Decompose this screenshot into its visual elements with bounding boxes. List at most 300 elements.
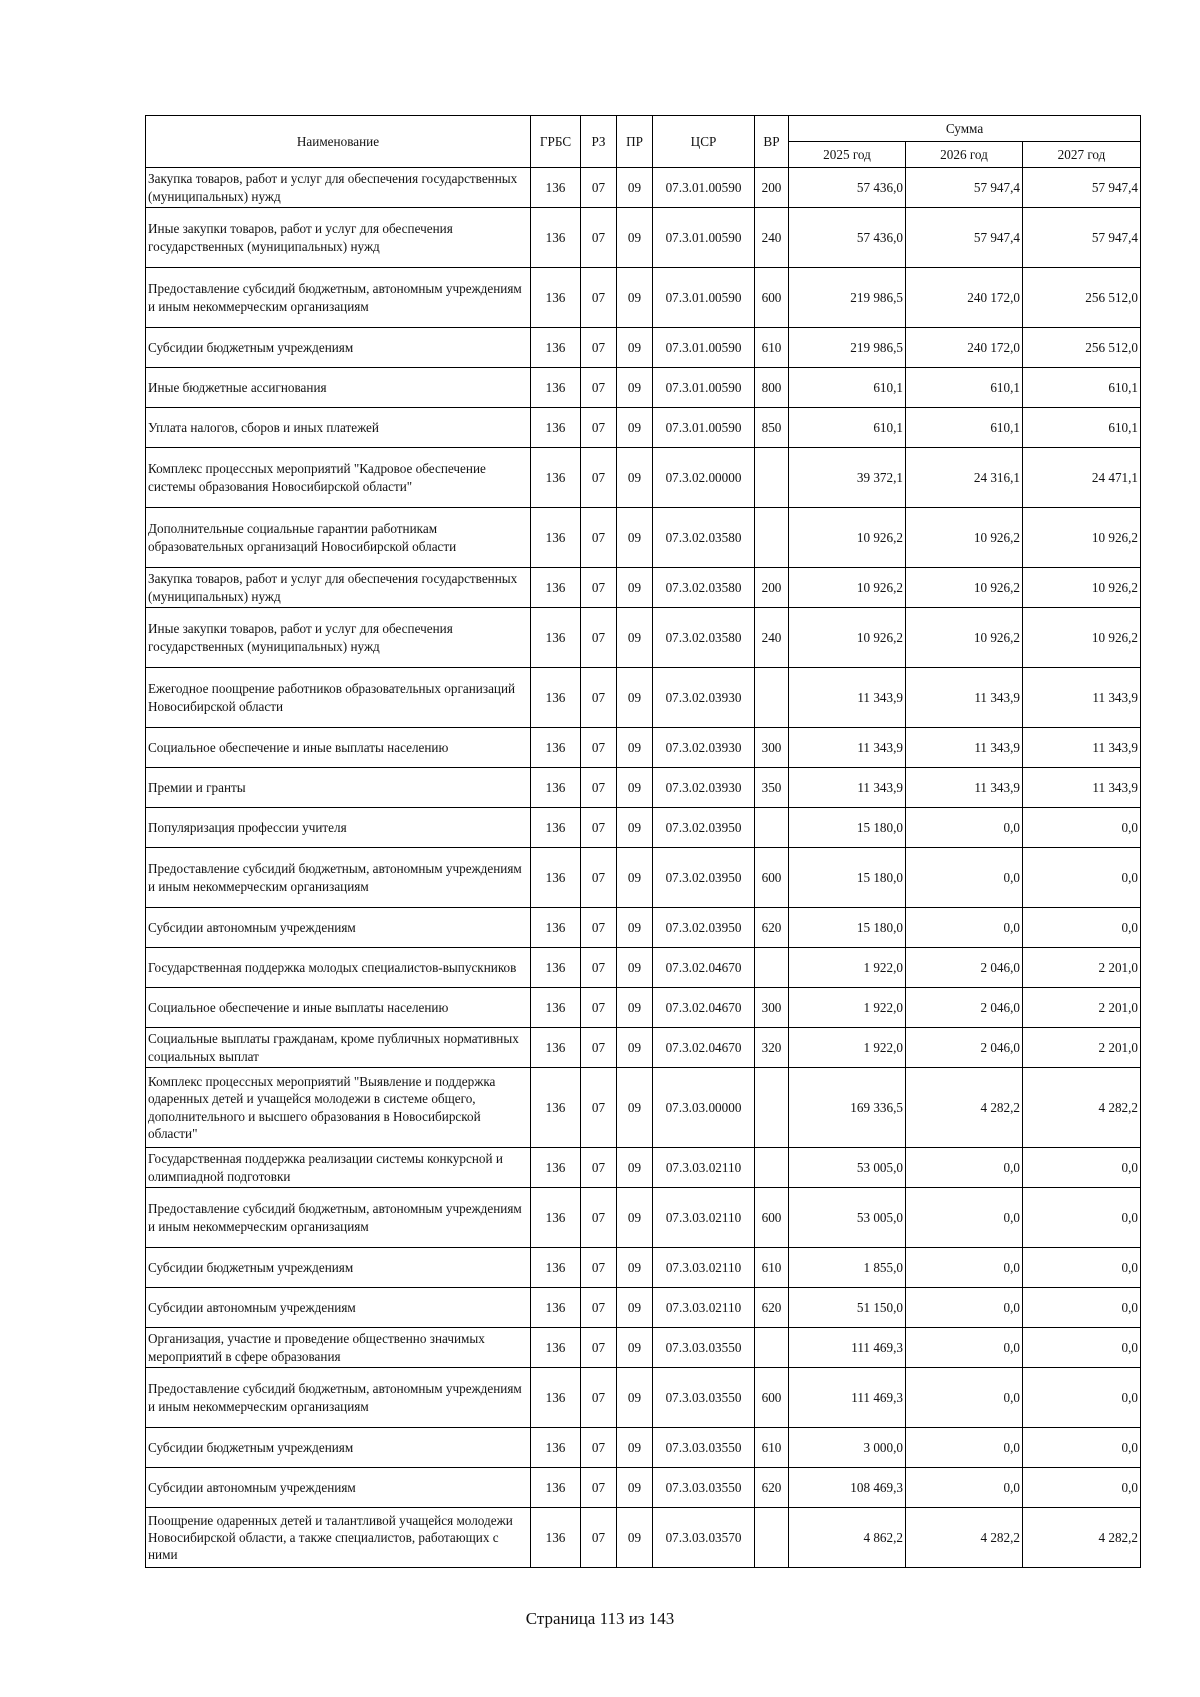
cell-rz: 07 [581,368,617,408]
cell-y2025: 53 005,0 [789,1188,906,1248]
cell-grbs: 136 [531,988,581,1028]
cell-pr: 09 [617,948,653,988]
cell-csr: 07.3.01.00590 [653,208,755,268]
cell-y2027: 0,0 [1023,1368,1141,1428]
cell-y2027: 11 343,9 [1023,768,1141,808]
header-2026: 2026 год [906,142,1023,168]
header-grbs: ГРБС [531,116,581,168]
cell-grbs: 136 [531,1188,581,1248]
cell-y2025: 4 862,2 [789,1508,906,1568]
cell-y2027: 0,0 [1023,1188,1141,1248]
cell-pr: 09 [617,1288,653,1328]
cell-name: Государственная поддержка реализации системы конкурсной и олимпиадной подготовки [146,1148,531,1188]
cell-name: Комплекс процессных мероприятий "Выявление и поддержка одаренных детей и учащейся молодежи в системе общего, дополнительного и высшего образования в Новосибирской области" [146,1068,531,1148]
table-row [146,848,1141,908]
cell-grbs: 136 [531,368,581,408]
cell-grbs: 136 [531,668,581,728]
cell-y2026: 610,1 [906,408,1023,448]
budget-table [145,115,1141,1568]
cell-y2027: 0,0 [1023,1248,1141,1288]
cell-name: Иные бюджетные ассигнования [146,368,531,408]
cell-y2025: 57 436,0 [789,168,906,208]
cell-name: Социальные выплаты гражданам, кроме публичных нормативных социальных выплат [146,1028,531,1068]
table-body [146,168,1141,1568]
cell-pr: 09 [617,808,653,848]
table-row [146,1248,1141,1288]
cell-csr: 07.3.01.00590 [653,168,755,208]
cell-y2027: 2 201,0 [1023,948,1141,988]
cell-rz: 07 [581,728,617,768]
cell-y2027: 0,0 [1023,848,1141,908]
table-row [146,908,1141,948]
cell-csr: 07.3.03.03550 [653,1368,755,1428]
cell-grbs: 136 [531,1068,581,1148]
cell-pr: 09 [617,1328,653,1368]
cell-y2025: 11 343,9 [789,768,906,808]
cell-vr: 600 [755,848,789,908]
cell-csr: 07.3.03.02110 [653,1148,755,1188]
cell-name: Субсидии бюджетным учреждениям [146,1248,531,1288]
cell-y2025: 111 469,3 [789,1328,906,1368]
cell-vr [755,1148,789,1188]
cell-grbs: 136 [531,508,581,568]
cell-name: Социальное обеспечение и иные выплаты населению [146,988,531,1028]
cell-y2026: 2 046,0 [906,1028,1023,1068]
table-row [146,168,1141,208]
cell-pr: 09 [617,568,653,608]
cell-y2026: 0,0 [906,1328,1023,1368]
cell-vr: 620 [755,1288,789,1328]
cell-rz: 07 [581,768,617,808]
cell-y2026: 10 926,2 [906,608,1023,668]
cell-rz: 07 [581,1148,617,1188]
cell-name: Ежегодное поощрение работников образовательных организаций Новосибирской области [146,668,531,728]
cell-grbs: 136 [531,1028,581,1068]
cell-name: Дополнительные социальные гарантии работникам образовательных организаций Новосибирской области [146,508,531,568]
cell-rz: 07 [581,948,617,988]
cell-csr: 07.3.01.00590 [653,328,755,368]
cell-pr: 09 [617,728,653,768]
cell-rz: 07 [581,988,617,1028]
cell-pr: 09 [617,1508,653,1568]
cell-rz: 07 [581,448,617,508]
table-row [146,1188,1141,1248]
cell-rz: 07 [581,1028,617,1068]
cell-grbs: 136 [531,1328,581,1368]
cell-y2025: 108 469,3 [789,1468,906,1508]
header-vr: ВР [755,116,789,168]
cell-pr: 09 [617,1188,653,1248]
cell-y2026: 24 316,1 [906,448,1023,508]
cell-vr: 240 [755,208,789,268]
cell-csr: 07.3.03.03570 [653,1508,755,1568]
header-name: Наименование [146,116,531,168]
cell-vr: 320 [755,1028,789,1068]
table-row [146,1068,1141,1148]
cell-y2025: 10 926,2 [789,508,906,568]
cell-vr: 800 [755,368,789,408]
cell-y2025: 219 986,5 [789,268,906,328]
cell-name: Иные закупки товаров, работ и услуг для обеспечения государственных (муниципальных) нужд [146,608,531,668]
cell-vr [755,448,789,508]
cell-vr: 600 [755,1368,789,1428]
table-row [146,988,1141,1028]
cell-vr: 200 [755,168,789,208]
cell-pr: 09 [617,668,653,728]
cell-vr: 620 [755,1468,789,1508]
cell-y2025: 1 922,0 [789,1028,906,1068]
cell-vr: 600 [755,268,789,328]
table-row [146,328,1141,368]
document-page [145,115,1140,1568]
cell-grbs: 136 [531,208,581,268]
cell-y2025: 1 855,0 [789,1248,906,1288]
cell-csr: 07.3.02.03580 [653,608,755,668]
cell-y2027: 57 947,4 [1023,168,1141,208]
cell-pr: 09 [617,1248,653,1288]
cell-rz: 07 [581,848,617,908]
cell-pr: 09 [617,168,653,208]
cell-y2025: 610,1 [789,408,906,448]
cell-pr: 09 [617,768,653,808]
cell-y2025: 11 343,9 [789,728,906,768]
table-row [146,948,1141,988]
table-row [146,768,1141,808]
cell-y2025: 11 343,9 [789,668,906,728]
cell-y2025: 3 000,0 [789,1428,906,1468]
cell-grbs: 136 [531,168,581,208]
cell-y2025: 610,1 [789,368,906,408]
cell-pr: 09 [617,208,653,268]
cell-y2025: 15 180,0 [789,808,906,848]
cell-name: Субсидии бюджетным учреждениям [146,328,531,368]
cell-name: Субсидии автономным учреждениям [146,908,531,948]
cell-csr: 07.3.02.03930 [653,768,755,808]
cell-name: Поощрение одаренных детей и талантливой учащейся молодежи Новосибирской области, а также специалистов, работающих с ними [146,1508,531,1568]
cell-vr: 240 [755,608,789,668]
cell-vr: 600 [755,1188,789,1248]
header-rz: РЗ [581,116,617,168]
cell-y2026: 0,0 [906,1148,1023,1188]
cell-y2026: 0,0 [906,1468,1023,1508]
cell-csr: 07.3.02.03580 [653,568,755,608]
cell-rz: 07 [581,1468,617,1508]
cell-y2025: 10 926,2 [789,608,906,668]
cell-y2026: 11 343,9 [906,768,1023,808]
cell-rz: 07 [581,508,617,568]
cell-y2026: 0,0 [906,808,1023,848]
cell-y2027: 0,0 [1023,1328,1141,1368]
cell-y2026: 0,0 [906,1288,1023,1328]
table-row [146,1328,1141,1368]
cell-csr: 07.3.03.02110 [653,1248,755,1288]
cell-y2027: 11 343,9 [1023,668,1141,728]
cell-y2027: 4 282,2 [1023,1068,1141,1148]
table-row [146,368,1141,408]
cell-pr: 09 [617,908,653,948]
cell-name: Социальное обеспечение и иные выплаты населению [146,728,531,768]
cell-name: Премии и гранты [146,768,531,808]
cell-y2025: 1 922,0 [789,948,906,988]
cell-y2026: 610,1 [906,368,1023,408]
cell-vr: 610 [755,328,789,368]
cell-vr: 610 [755,1248,789,1288]
table-row [146,1368,1141,1428]
cell-grbs: 136 [531,1508,581,1568]
cell-pr: 09 [617,608,653,668]
cell-grbs: 136 [531,328,581,368]
cell-pr: 09 [617,1428,653,1468]
cell-y2027: 256 512,0 [1023,268,1141,328]
cell-vr: 620 [755,908,789,948]
cell-y2027: 4 282,2 [1023,1508,1141,1568]
table-row [146,1428,1141,1468]
cell-csr: 07.3.03.02110 [653,1188,755,1248]
cell-y2025: 1 922,0 [789,988,906,1028]
cell-rz: 07 [581,908,617,948]
cell-y2026: 0,0 [906,1188,1023,1248]
cell-y2025: 169 336,5 [789,1068,906,1148]
table-row [146,728,1141,768]
cell-rz: 07 [581,208,617,268]
table-row [146,1288,1141,1328]
cell-grbs: 136 [531,908,581,948]
cell-y2026: 0,0 [906,908,1023,948]
cell-name: Предоставление субсидий бюджетным, автономным учреждениям и иным некоммерческим организациям [146,848,531,908]
table-row [146,1028,1141,1068]
cell-rz: 07 [581,1188,617,1248]
cell-csr: 07.3.02.04670 [653,1028,755,1068]
cell-vr [755,808,789,848]
cell-vr [755,1508,789,1568]
cell-y2027: 10 926,2 [1023,608,1141,668]
header-csr: ЦСР [653,116,755,168]
cell-vr [755,1068,789,1148]
cell-csr: 07.3.03.03550 [653,1328,755,1368]
cell-csr: 07.3.02.03930 [653,728,755,768]
cell-pr: 09 [617,328,653,368]
cell-name: Иные закупки товаров, работ и услуг для обеспечения государственных (муниципальных) нужд [146,208,531,268]
table-row [146,568,1141,608]
cell-y2026: 0,0 [906,1428,1023,1468]
cell-grbs: 136 [531,1428,581,1468]
cell-name: Уплата налогов, сборов и иных платежей [146,408,531,448]
cell-grbs: 136 [531,1148,581,1188]
cell-csr: 07.3.03.03550 [653,1428,755,1468]
cell-csr: 07.3.01.00590 [653,408,755,448]
cell-rz: 07 [581,1068,617,1148]
cell-rz: 07 [581,1288,617,1328]
cell-csr: 07.3.02.03950 [653,908,755,948]
cell-name: Субсидии бюджетным учреждениям [146,1428,531,1468]
cell-name: Предоставление субсидий бюджетным, автономным учреждениям и иным некоммерческим организациям [146,1188,531,1248]
cell-vr: 350 [755,768,789,808]
cell-y2027: 610,1 [1023,408,1141,448]
cell-grbs: 136 [531,1288,581,1328]
cell-grbs: 136 [531,808,581,848]
cell-y2027: 57 947,4 [1023,208,1141,268]
cell-rz: 07 [581,1508,617,1568]
cell-csr: 07.3.02.03930 [653,668,755,728]
cell-vr: 610 [755,1428,789,1468]
cell-pr: 09 [617,1368,653,1428]
cell-rz: 07 [581,608,617,668]
cell-grbs: 136 [531,1248,581,1288]
cell-grbs: 136 [531,768,581,808]
cell-name: Комплекс процессных мероприятий "Кадровое обеспечение системы образования Новосибирской области" [146,448,531,508]
cell-y2027: 0,0 [1023,808,1141,848]
cell-name: Организация, участие и проведение общественно значимых мероприятий в сфере образования [146,1328,531,1368]
cell-y2026: 57 947,4 [906,168,1023,208]
cell-name: Государственная поддержка молодых специалистов-выпускников [146,948,531,988]
cell-pr: 09 [617,1468,653,1508]
table-row [146,508,1141,568]
header-pr: ПР [617,116,653,168]
cell-rz: 07 [581,568,617,608]
cell-pr: 09 [617,408,653,448]
cell-y2027: 0,0 [1023,1148,1141,1188]
table-row [146,448,1141,508]
cell-vr: 300 [755,728,789,768]
header-2027: 2027 год [1023,142,1141,168]
cell-pr: 09 [617,1028,653,1068]
cell-grbs: 136 [531,608,581,668]
cell-csr: 07.3.02.00000 [653,448,755,508]
cell-pr: 09 [617,1148,653,1188]
cell-vr: 300 [755,988,789,1028]
cell-y2026: 0,0 [906,848,1023,908]
cell-pr: 09 [617,1068,653,1148]
cell-vr [755,668,789,728]
cell-y2025: 111 469,3 [789,1368,906,1428]
cell-rz: 07 [581,1248,617,1288]
cell-y2026: 2 046,0 [906,988,1023,1028]
table-row [146,1468,1141,1508]
cell-grbs: 136 [531,848,581,908]
cell-csr: 07.3.02.03950 [653,808,755,848]
cell-y2027: 2 201,0 [1023,1028,1141,1068]
cell-name: Популяризация профессии учителя [146,808,531,848]
cell-y2025: 51 150,0 [789,1288,906,1328]
cell-grbs: 136 [531,448,581,508]
cell-rz: 07 [581,168,617,208]
cell-name: Субсидии автономным учреждениям [146,1468,531,1508]
cell-y2025: 219 986,5 [789,328,906,368]
cell-y2026: 4 282,2 [906,1508,1023,1568]
cell-rz: 07 [581,668,617,728]
cell-y2027: 0,0 [1023,1428,1141,1468]
cell-y2026: 4 282,2 [906,1068,1023,1148]
cell-pr: 09 [617,268,653,328]
cell-y2027: 11 343,9 [1023,728,1141,768]
cell-y2027: 610,1 [1023,368,1141,408]
header-sum: Сумма [789,116,1141,142]
cell-name: Предоставление субсидий бюджетным, автономным учреждениям и иным некоммерческим организациям [146,1368,531,1428]
cell-vr: 200 [755,568,789,608]
cell-y2027: 256 512,0 [1023,328,1141,368]
cell-pr: 09 [617,848,653,908]
cell-vr [755,508,789,568]
cell-y2025: 15 180,0 [789,848,906,908]
cell-csr: 07.3.02.03950 [653,848,755,908]
cell-grbs: 136 [531,568,581,608]
cell-csr: 07.3.03.03550 [653,1468,755,1508]
table-row [146,408,1141,448]
cell-y2026: 11 343,9 [906,668,1023,728]
cell-y2027: 0,0 [1023,1468,1141,1508]
cell-grbs: 136 [531,408,581,448]
cell-name: Предоставление субсидий бюджетным, автономным учреждениям и иным некоммерческим организациям [146,268,531,328]
cell-rz: 07 [581,1428,617,1468]
cell-y2026: 11 343,9 [906,728,1023,768]
cell-pr: 09 [617,988,653,1028]
cell-y2025: 53 005,0 [789,1148,906,1188]
cell-y2026: 10 926,2 [906,508,1023,568]
cell-y2027: 0,0 [1023,908,1141,948]
cell-csr: 07.3.01.00590 [653,268,755,328]
cell-rz: 07 [581,408,617,448]
cell-name: Закупка товаров, работ и услуг для обеспечения государственных (муниципальных) нужд [146,568,531,608]
cell-grbs: 136 [531,1368,581,1428]
cell-y2026: 240 172,0 [906,268,1023,328]
cell-vr [755,1328,789,1368]
table-row [146,608,1141,668]
cell-y2025: 10 926,2 [789,568,906,608]
table-row [146,808,1141,848]
cell-grbs: 136 [531,948,581,988]
cell-y2026: 57 947,4 [906,208,1023,268]
table-row [146,208,1141,268]
cell-y2027: 2 201,0 [1023,988,1141,1028]
cell-y2027: 24 471,1 [1023,448,1141,508]
cell-y2026: 2 046,0 [906,948,1023,988]
cell-rz: 07 [581,1328,617,1368]
cell-rz: 07 [581,808,617,848]
cell-vr: 850 [755,408,789,448]
cell-y2026: 0,0 [906,1368,1023,1428]
cell-csr: 07.3.03.02110 [653,1288,755,1328]
table-row [146,1508,1141,1568]
cell-y2027: 10 926,2 [1023,568,1141,608]
cell-pr: 09 [617,508,653,568]
cell-rz: 07 [581,268,617,328]
table-row [146,1148,1141,1188]
cell-y2025: 39 372,1 [789,448,906,508]
cell-csr: 07.3.02.03580 [653,508,755,568]
cell-y2026: 240 172,0 [906,328,1023,368]
cell-grbs: 136 [531,268,581,328]
cell-y2026: 0,0 [906,1248,1023,1288]
header-2025: 2025 год [789,142,906,168]
table-row [146,268,1141,328]
cell-csr: 07.3.02.04670 [653,988,755,1028]
cell-rz: 07 [581,328,617,368]
cell-grbs: 136 [531,728,581,768]
cell-y2027: 0,0 [1023,1288,1141,1328]
table-row [146,668,1141,728]
cell-csr: 07.3.03.00000 [653,1068,755,1148]
cell-y2025: 57 436,0 [789,208,906,268]
page-number: Страница 113 из 143 [525,1609,675,1628]
cell-y2027: 10 926,2 [1023,508,1141,568]
cell-pr: 09 [617,368,653,408]
cell-y2026: 10 926,2 [906,568,1023,608]
cell-csr: 07.3.01.00590 [653,368,755,408]
cell-y2025: 15 180,0 [789,908,906,948]
cell-grbs: 136 [531,1468,581,1508]
cell-name: Закупка товаров, работ и услуг для обеспечения государственных (муниципальных) нужд [146,168,531,208]
cell-csr: 07.3.02.04670 [653,948,755,988]
